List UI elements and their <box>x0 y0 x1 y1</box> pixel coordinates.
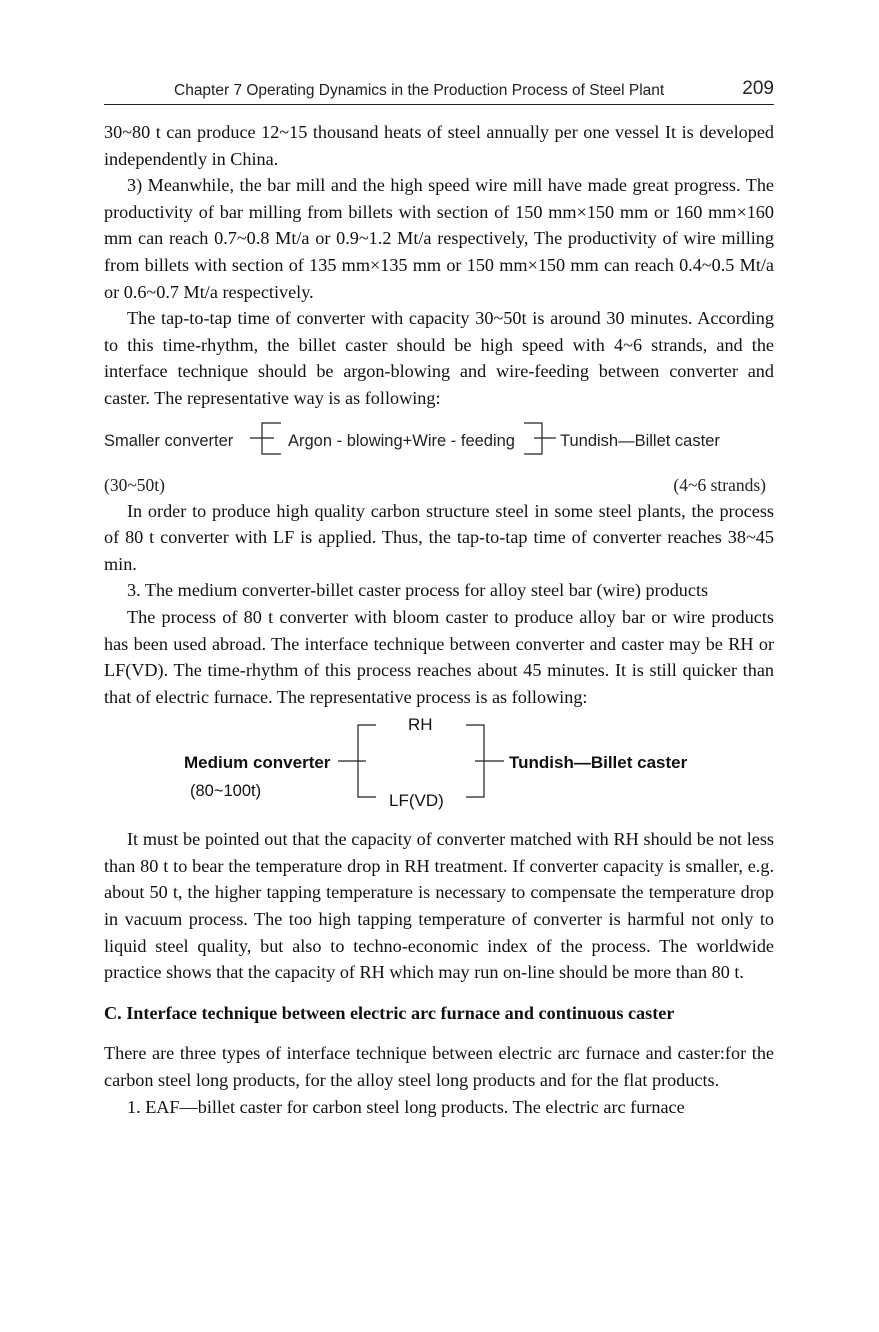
flow-step-medium-converter: Medium converter <box>184 753 331 773</box>
paragraph: The process of 80 t converter with bloom caster to produce alloy bar or wire products has been used abroad. The interface technique between converter and caster may be RH or LF(VD). The time-rhythm of this process reaches about 45 minutes. It is still quicker than that of electric furnace. The representative process is as following: <box>104 606 774 707</box>
paragraph: 30~80 t can produce 12~15 thousand heats of steel annually per one vessel It is developed independently in China. <box>104 122 774 169</box>
process-flow-diagram-2 <box>104 710 774 826</box>
paragraph: It must be pointed out that the capacity of converter matched with RH should be not less than 80 t to bear the temperature drop in RH treatment. If converter capacity is smaller, e.g. about 50 t, the higher tapping temperature is necessary to compensate the temperature drop in vacuum process. The too high tapping temperature of converter is harmful not only to liquid steel quality, but also to techno-economic index of the process. The worldwide practice shows that the capacity of RH which may run on-line should be more than 80 t. <box>104 829 774 983</box>
paragraph: There are three types of interface technique between electric arc furnace and caster:for the carbon steel long products, for the alloy steel long products and for the flat products. <box>104 1043 774 1091</box>
paragraph: 3) Meanwhile, the bar mill and the high speed wire mill have made great progress. The productivity of bar milling from billets with section of 150 mm×150 mm or 160 mm×160 mm can reach 0.7~0.8 Mt/a or 0.9~1.2 Mt/a respectively, The productivity of wire milling from billets with section of 135 mm×135 mm or 150 mm×150 mm can reach 0.4~0.5 Mt/a or 0.6~0.7 Mt/a respectively. <box>104 175 774 302</box>
page-header <box>104 80 774 105</box>
flow-note-capacity: (80~100t) <box>190 782 262 801</box>
paragraph: 3. The medium converter-billet caster process for alloy steel bar (wire) products <box>127 580 709 601</box>
page-body <box>104 119 774 1120</box>
paragraph: The tap-to-tap time of converter with capacity 30~50t is around 30 minutes. According to this time-rhythm, the billet caster should be high speed with 4~6 strands, and the interface technique should be argon-blowing and wire-feeding between converter and caster. The representative way is as following: <box>104 308 774 408</box>
flow-step-tundish-caster: Tundish—Billet caster <box>509 753 688 773</box>
process-flow-diagram-1 <box>104 412 774 498</box>
flow-option-lf-vd: LF(VD) <box>389 791 444 811</box>
page-number: 209 <box>742 78 774 99</box>
paragraph: In order to produce high quality carbon structure steel in some steel plants, the process of 80 t converter with LF is applied. Thus, the tap-to-tap time of converter reaches 38~45 min. <box>104 500 774 574</box>
section-heading: C. Interface technique between electric arc furnace and continuous caster <box>104 1002 675 1023</box>
flow-option-rh: RH <box>408 715 433 735</box>
flow-note-strands: (4~6 strands) <box>673 474 766 495</box>
running-head: Chapter 7 Operating Dynamics in the Production Process of Steel Plant <box>174 82 665 99</box>
paragraph: 1. EAF—billet caster for carbon steel long products. The electric arc furnace <box>127 1096 685 1117</box>
flow-step-argon-wire: Argon - blowing+Wire - feeding <box>288 431 515 450</box>
flow-step-tundish-caster: Tundish—Billet caster <box>560 431 720 450</box>
flow-step-smaller-converter: Smaller converter <box>104 431 234 450</box>
flow-note-capacity: (30~50t) <box>104 474 165 495</box>
